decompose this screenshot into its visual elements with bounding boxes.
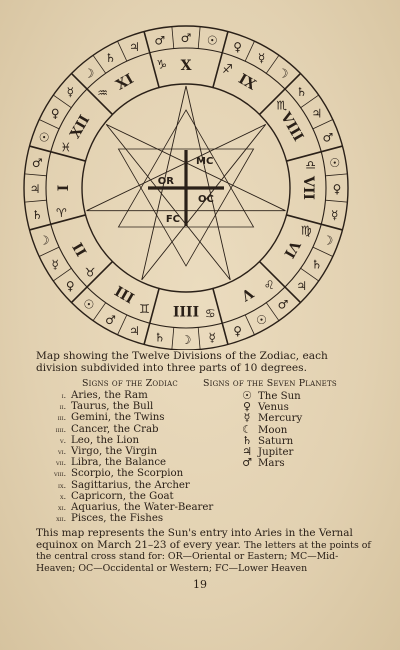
decan-divider: [325, 174, 347, 176]
decan-planet-icon: ♃: [128, 323, 140, 338]
house-numeral: IIII: [172, 302, 200, 318]
zodiac-entry: [40, 446, 240, 457]
zodiac-entry: [40, 502, 240, 513]
decan-divider: [313, 247, 333, 256]
zodiac-entry-number: vi.: [58, 447, 66, 456]
decan-planet-icon: ♂: [31, 155, 43, 170]
planet-symbol-icon: ♄: [242, 433, 252, 447]
decan-planet-icon: ♂: [180, 31, 192, 45]
zodiac-entry-name: Aquarius, the Water-Bearer: [71, 502, 214, 513]
planet-entry-name: Mars: [258, 458, 285, 470]
decan-planet-icon: ☉: [256, 312, 267, 327]
zodiac-entry-number: ii.: [59, 402, 66, 412]
decan-divider: [118, 41, 127, 61]
zodiac-entry-number: vii.: [56, 458, 66, 468]
planet-symbol-icon: ☾: [242, 422, 252, 436]
decan-planet-icon: ♀: [233, 40, 243, 55]
zodiac-entry-number: xi.: [58, 503, 66, 512]
zodiac-sign-icon: ♌: [263, 277, 275, 292]
decan-divider: [245, 41, 254, 61]
decan-planet-icon: ♂: [322, 130, 334, 145]
decan-planet-icon: ♃: [29, 182, 41, 196]
planet-entry: [236, 390, 376, 401]
decan-planet-icon: ♃: [311, 106, 323, 121]
planet-entry-name: Jupiter: [258, 447, 294, 458]
figure-caption: Map showing the Twelve Divisions of the Zodiac, each division subdivided into three parts of 10 degrees.: [36, 350, 328, 374]
decan-planet-icon: ☉: [83, 297, 95, 312]
zodiac-entry-number: i.: [61, 391, 66, 400]
planet-entry: [236, 401, 376, 412]
decan-divider: [25, 200, 47, 202]
decan-divider: [222, 32, 228, 53]
house-numeral: IX: [235, 71, 259, 94]
zodiac-sign-icon: ♒: [97, 86, 109, 101]
decan-divider: [321, 224, 342, 230]
planet-entry: [236, 457, 376, 468]
decan-planet-icon: ☿: [257, 51, 266, 66]
zodiac-entry-number: v.: [59, 435, 66, 445]
cross-label: OR: [157, 176, 174, 187]
decan-divider: [222, 323, 228, 344]
decan-planet-icon: ♄: [311, 257, 323, 272]
house-numeral: II: [70, 239, 91, 259]
zodiac-entry-name: Cancer, the Crab: [71, 423, 159, 435]
cross-label: FC: [165, 214, 180, 225]
decan-divider: [198, 327, 200, 349]
zodiac-sign-icon: ♍: [300, 223, 312, 238]
decan-planet-icon: ☽: [277, 66, 289, 81]
zodiac-entry: [40, 457, 240, 468]
zodiac-sign-icon: ♓: [60, 140, 72, 155]
house-numeral: X: [180, 58, 192, 74]
decan-divider: [144, 323, 150, 344]
house-numeral: XI: [113, 71, 137, 94]
decan-planet-icon: ☉: [38, 130, 50, 145]
decan-divider: [93, 55, 106, 73]
planet-entry-name: Moon: [258, 424, 288, 436]
decan-planet-icon: ♂: [277, 297, 289, 312]
zodiac-entry-name: Scorpio, the Scorpion: [71, 468, 184, 480]
zodiac-entry: [40, 468, 240, 479]
decan-planet-icon: ♂: [105, 312, 116, 327]
planet-entry-name: Venus: [258, 402, 289, 414]
decan-planet-icon: ☽: [38, 233, 50, 248]
decan-planet-icon: ☿: [331, 208, 339, 223]
decan-divider: [198, 27, 200, 49]
decan-divider: [25, 174, 47, 176]
planet-entry-name: Saturn: [258, 435, 294, 447]
decan-divider: [30, 146, 51, 152]
planet-entry-name: The Sun: [258, 391, 301, 402]
zodiac-sign-icon: ♉: [84, 265, 96, 280]
decan-planet-icon: ☉: [329, 155, 341, 170]
zodiac-entry-name: Aries, the Ram: [71, 390, 148, 401]
decan-planet-icon: ☽: [83, 66, 95, 81]
decan-planet-icon: ☿: [51, 257, 59, 272]
zodiac-sign-icon: ♑: [156, 57, 168, 72]
decan-planet-icon: ♀: [332, 182, 342, 196]
decan-divider: [172, 27, 174, 49]
zodiac-entry: [40, 491, 240, 502]
zodiac-entry: [40, 513, 240, 524]
zodiac-entry: [40, 401, 240, 412]
zodiac-entry-name: Leo, the Lion: [71, 434, 140, 446]
zodiac-sign-icon: ♋: [204, 306, 216, 321]
zodiac-entry-name: Gemini, the Twins: [71, 412, 165, 424]
zodiac-sign-icon: ♈: [55, 206, 67, 221]
decan-planet-icon: ♃: [128, 40, 140, 55]
decan-planet-icon: ☽: [322, 233, 334, 248]
footer-paragraph: [36, 528, 372, 574]
zodiac-sign-icon: ♏: [276, 98, 288, 113]
decan-divider: [118, 315, 127, 335]
zodiac-entry-number: ix.: [58, 480, 66, 490]
zodiac-entry: [40, 412, 240, 423]
zodiac-entry-name: Sagittarius, the Archer: [71, 479, 190, 491]
planet-symbol-icon: ♀: [242, 400, 252, 414]
zodiac-entry-name: Virgo, the Virgin: [71, 446, 158, 457]
planet-entry: [236, 412, 376, 423]
zodiac-entry: [40, 480, 240, 491]
zodiac-heading: Signs of the Zodiac: [82, 378, 178, 389]
cross-label: OC: [198, 194, 214, 205]
planet-symbol-icon: ♂: [242, 456, 252, 470]
planet-entry: [236, 446, 376, 457]
house-numeral: VII: [300, 176, 316, 200]
zodiac-entry: [40, 390, 240, 401]
zodiac-entry-name: Capricorn, the Goat: [71, 490, 174, 502]
planet-entry: [236, 435, 376, 446]
house-numeral: V: [238, 284, 256, 304]
zodiac-entry-name: Libra, the Balance: [71, 457, 167, 469]
zodiac-entry-number: iii.: [57, 413, 66, 423]
page-number: 19: [193, 578, 207, 591]
planets-heading: Signs of the Seven Planets: [203, 378, 337, 389]
decan-planet-icon: ♃: [296, 279, 308, 294]
decan-planet-icon: ♂: [154, 33, 166, 48]
decan-divider: [321, 146, 342, 152]
decan-planet-icon: ☉: [206, 33, 218, 48]
house-numeral: I: [56, 184, 72, 192]
decan-planet-icon: ☿: [208, 330, 216, 345]
footer-line-1: This map represents the Sun's entry into Aries in the Vernal equinox on March 21–23 of every year.: [36, 527, 353, 551]
zodiac-entry-name: Pisces, the Fishes: [71, 513, 164, 525]
zodiac-entry: [40, 424, 240, 435]
decan-planet-icon: ♄: [154, 330, 166, 345]
house-numeral: VI: [280, 237, 303, 261]
cross-label: MC: [196, 156, 214, 167]
decan-divider: [325, 200, 347, 202]
house-numeral: XII: [67, 112, 94, 142]
house-numeral: VIII: [277, 109, 307, 145]
decan-divider: [30, 224, 51, 230]
decan-planet-icon: ♀: [65, 279, 75, 294]
planet-symbol-icon: ☉: [242, 389, 252, 402]
planet-symbol-icon: ☿: [243, 411, 251, 425]
decan-divider: [93, 303, 106, 321]
zodiac-entry-number: iiii.: [55, 424, 66, 434]
zodiac-sign-icon: ♎: [305, 157, 317, 172]
decan-divider: [144, 32, 150, 53]
zodiac-sign-icon: ♊: [139, 302, 151, 317]
decan-divider: [313, 120, 333, 129]
planet-symbol-icon: ♃: [242, 445, 252, 458]
zodiac-entry-number: viii.: [54, 469, 66, 479]
zodiac-entry: [40, 435, 240, 446]
decan-planet-icon: ♄: [31, 208, 43, 223]
decan-divider: [39, 247, 59, 256]
planet-entry-name: Mercury: [258, 413, 303, 425]
decan-planet-icon: ♀: [233, 323, 243, 338]
decan-divider: [245, 315, 254, 335]
decan-planet-icon: ☿: [66, 84, 75, 99]
decan-divider: [39, 120, 59, 129]
decan-planet-icon: ♄: [105, 51, 116, 66]
zodiac-sign-icon: ♐: [221, 61, 233, 76]
zodiac-entry-name: Taurus, the Bull: [71, 401, 154, 413]
decan-planet-icon: ☽: [180, 333, 192, 347]
decan-divider: [172, 327, 174, 349]
planet-entry: [236, 424, 376, 435]
decan-planet-icon: ♀: [50, 106, 60, 121]
zodiac-entry-number: xii.: [56, 514, 66, 524]
decan-planet-icon: ♄: [296, 84, 308, 99]
house-numeral: III: [112, 281, 138, 306]
zodiac-entry-number: x.: [60, 491, 66, 501]
footer-line-2: The letters at the points of the central cross stand for: OR—Oriental or Eastern; MC—Mid-Heaven; OC—Occidental or Western; FC—Lower Heaven: [36, 539, 371, 574]
